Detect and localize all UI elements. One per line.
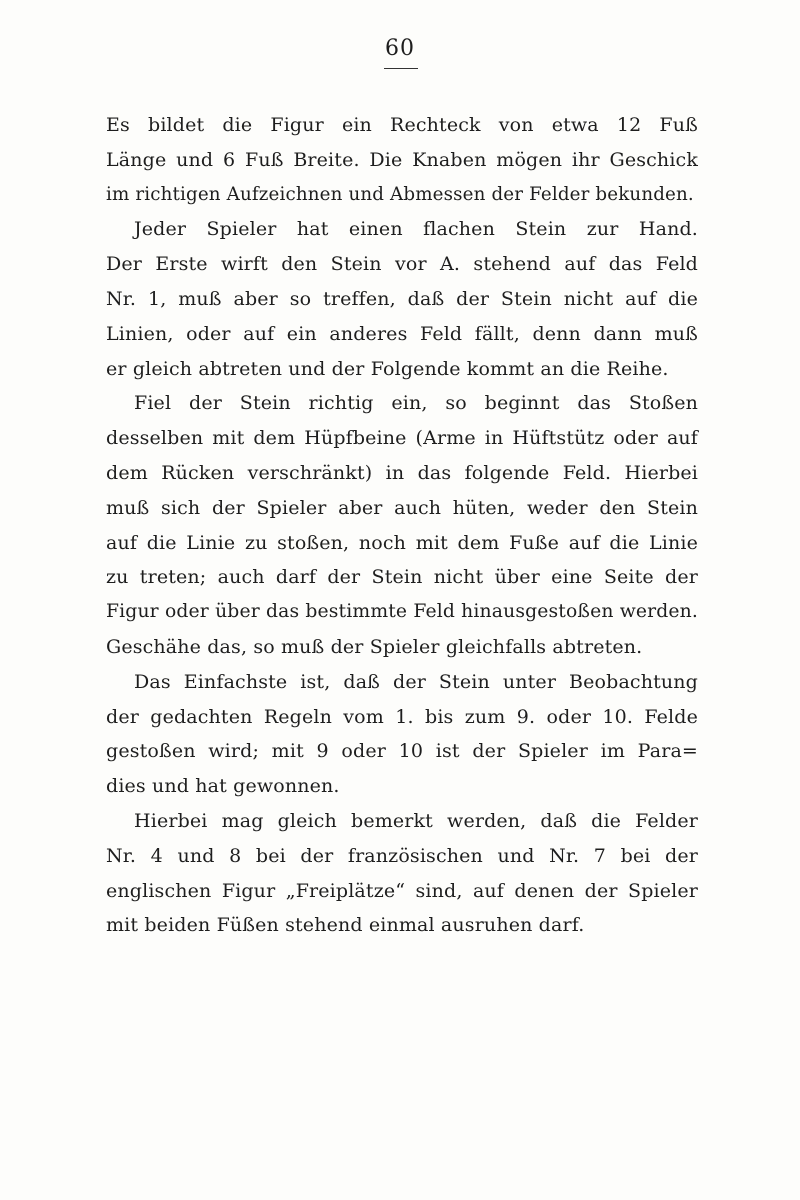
text-line: auf die Linie zu stoßen, noch mit dem Fuße auf die Linie: [106, 531, 698, 554]
text-line: Der Erste wirft den Stein vor A. stehend auf das Feld: [106, 253, 698, 276]
text-line: er gleich abtreten und der Folgende kommt an die Reihe.: [106, 357, 669, 380]
text-line: Es bildet die Figur ein Rechteck von etwa 12 Fuß: [106, 114, 698, 136]
text-line: Nr. 4 und 8 bei der französischen und Nr. 7 bei der: [106, 844, 698, 867]
text-line: Figur oder über das bestimmte Feld hinausgestoßen werden.: [106, 601, 698, 623]
text-line: mit beiden Füßen stehend einmal ausruhen darf.: [106, 914, 585, 937]
text-line: dem Rücken verschränkt) in das folgende Feld. Hierbei: [106, 461, 698, 484]
text-line: dies und hat gewonnen.: [106, 775, 340, 798]
text-line: Länge und 6 Fuß Breite. Die Knaben mögen ihr Geschick: [106, 148, 698, 171]
body-text: [106, 108, 698, 943]
page-number: 60: [385, 36, 415, 61]
text-line: Jeder Spieler hat einen flachen Stein zur Hand.: [134, 218, 698, 241]
text-line: Hierbei mag gleich bemerkt werden, daß die Felder: [134, 809, 698, 832]
text-line: im richtigen Aufzeichnen und Abmessen der Felder bekunden.: [106, 183, 694, 205]
text-line: zu treten; auch darf der Stein nicht über eine Seite der: [106, 566, 698, 589]
text-line: Fiel der Stein richtig ein, so beginnt das Stoßen: [134, 392, 698, 415]
text-line: Geschähe das, so muß der Spieler gleichfalls abtreten.: [106, 635, 643, 658]
text-line: Linien, oder auf ein anderes Feld fällt, denn dann muß: [106, 322, 698, 345]
page-number-rule: [384, 68, 418, 69]
text-line: Nr. 1, muß aber so treffen, daß der Stein nicht auf die: [106, 287, 698, 310]
text-line: der gedachten Regeln vom 1. bis zum 9. oder 10. Felde: [106, 705, 698, 728]
text-line: Das Einfachste ist, daß der Stein unter Beobachtung: [134, 670, 698, 693]
text-line: englischen Figur „Freiplätze“ sind, auf denen der Spieler: [106, 879, 698, 902]
text-line: desselben mit dem Hüpfbeine (Arme in Hüftstütz oder auf: [106, 427, 698, 450]
text-line: gestoßen wird; mit 9 oder 10 ist der Spieler im Para=: [106, 740, 698, 763]
text-line: muß sich der Spieler aber auch hüten, weder den Stein: [106, 496, 698, 519]
